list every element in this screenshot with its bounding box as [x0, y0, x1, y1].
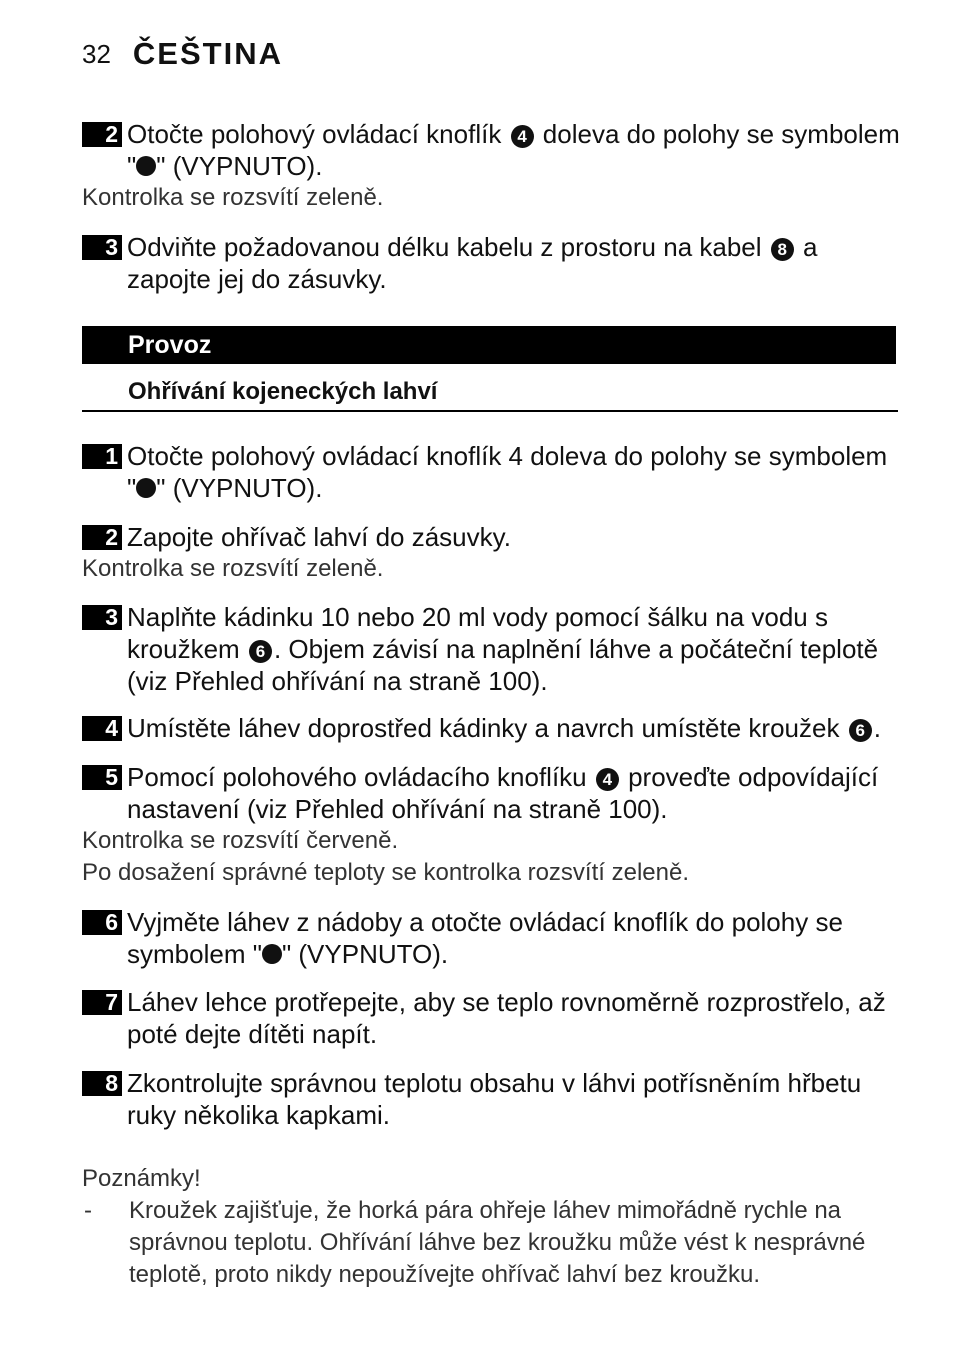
step-number: 3	[82, 605, 122, 630]
step-text: Otočte polohový ovládací knoflík 4 doleva do polohy se symbolem " " (VYPNUTO).	[127, 119, 900, 181]
step-text: Zkontrolujte správnou teplotu obsahu v láhvi potřísněním hřbetu ruky několika kapkami.	[127, 1068, 862, 1130]
step-note: Po dosažení správné teploty se kontrolka rozsvítí zeleně.	[82, 859, 689, 886]
notes-item-text: Kroužek zajišťuje, že horká pára ohřeje láhev mimořádně rychle na správnou teplotu. Ohřívání láhve bez kroužku může vést k nesprávné teplotě, proto nikdy nepoužívejte ohřívač lahví bez kroužku.	[129, 1197, 866, 1288]
step-number: 2	[82, 525, 122, 550]
step-text: Umístěte láhev doprostřed kádinky a navrch umístěte kroužek 6 .	[127, 713, 881, 743]
step-4	[82, 712, 902, 744]
step-number: 5	[82, 765, 122, 790]
step-number: 2	[82, 122, 122, 147]
page-language-title: ČEŠTINA	[132, 36, 283, 71]
step-number: 7	[82, 990, 122, 1015]
section-title: Provoz	[82, 326, 896, 364]
part-marker-icon: 4	[596, 768, 619, 791]
step-number: 1	[82, 444, 122, 469]
part-marker-icon: 6	[249, 640, 272, 663]
notes-title: Poznámky!	[82, 1165, 201, 1192]
off-symbol-icon	[136, 478, 156, 498]
step-text: Láhev lehce protřepejte, aby se teplo rovnoměrně rozprostřelo, až poté dejte dítěti napít.	[127, 987, 886, 1049]
step-8	[82, 1067, 902, 1131]
step-3	[82, 601, 902, 697]
subsection-title: Ohřívání kojeneckých lahví	[82, 372, 898, 412]
pre-step-2	[82, 118, 902, 214]
step-note: Kontrolka se rozsvítí zeleně.	[82, 555, 384, 582]
step-6	[82, 906, 902, 970]
page-header	[82, 30, 283, 78]
part-marker-icon: 4	[511, 125, 534, 148]
off-symbol-icon	[262, 944, 282, 964]
step-note: Kontrolka se rozsvítí zeleně.	[82, 184, 384, 211]
step-text: Odviňte požadovanou délku kabelu z prostoru na kabel 8 a zapojte jej do zásuvky.	[127, 232, 818, 294]
step-text: Otočte polohový ovládací knoflík 4 doleva do polohy se symbolem " " (VYPNUTO).	[127, 441, 888, 503]
step-1	[82, 440, 902, 504]
page-number: 32	[82, 38, 111, 69]
step-text: Zapojte ohřívač lahví do zásuvky.	[127, 522, 511, 552]
part-marker-icon: 8	[771, 238, 794, 261]
step-number: 3	[82, 235, 122, 260]
notes-section	[82, 1163, 902, 1291]
step-text: Naplňte kádinku 10 nebo 20 ml vody pomocí šálku na vodu s kroužkem 6 . Objem závisí na naplnění láhve a počáteční teplotě (viz Přehled ohřívání na straně 100).	[127, 602, 879, 696]
step-number: 8	[82, 1071, 122, 1096]
step-2	[82, 521, 902, 585]
bullet-dash: -	[84, 1197, 92, 1224]
step-7	[82, 986, 902, 1050]
step-text: Pomocí polohového ovládacího knoflíku 4 proveďte odpovídající nastavení (viz Přehled ohřívání na straně 100).	[127, 762, 879, 824]
step-number: 4	[82, 716, 122, 741]
step-note: Kontrolka se rozsvítí červeně.	[82, 827, 399, 854]
notes-item	[82, 1195, 902, 1291]
part-marker-icon: 6	[849, 719, 872, 742]
off-symbol-icon	[136, 156, 156, 176]
pre-step-3	[82, 231, 902, 295]
step-5	[82, 761, 902, 889]
step-text: Vyjměte láhev z nádoby a otočte ovládací knoflík do polohy se symbolem " " (VYPNUTO).	[127, 907, 843, 969]
step-number: 6	[82, 910, 122, 935]
